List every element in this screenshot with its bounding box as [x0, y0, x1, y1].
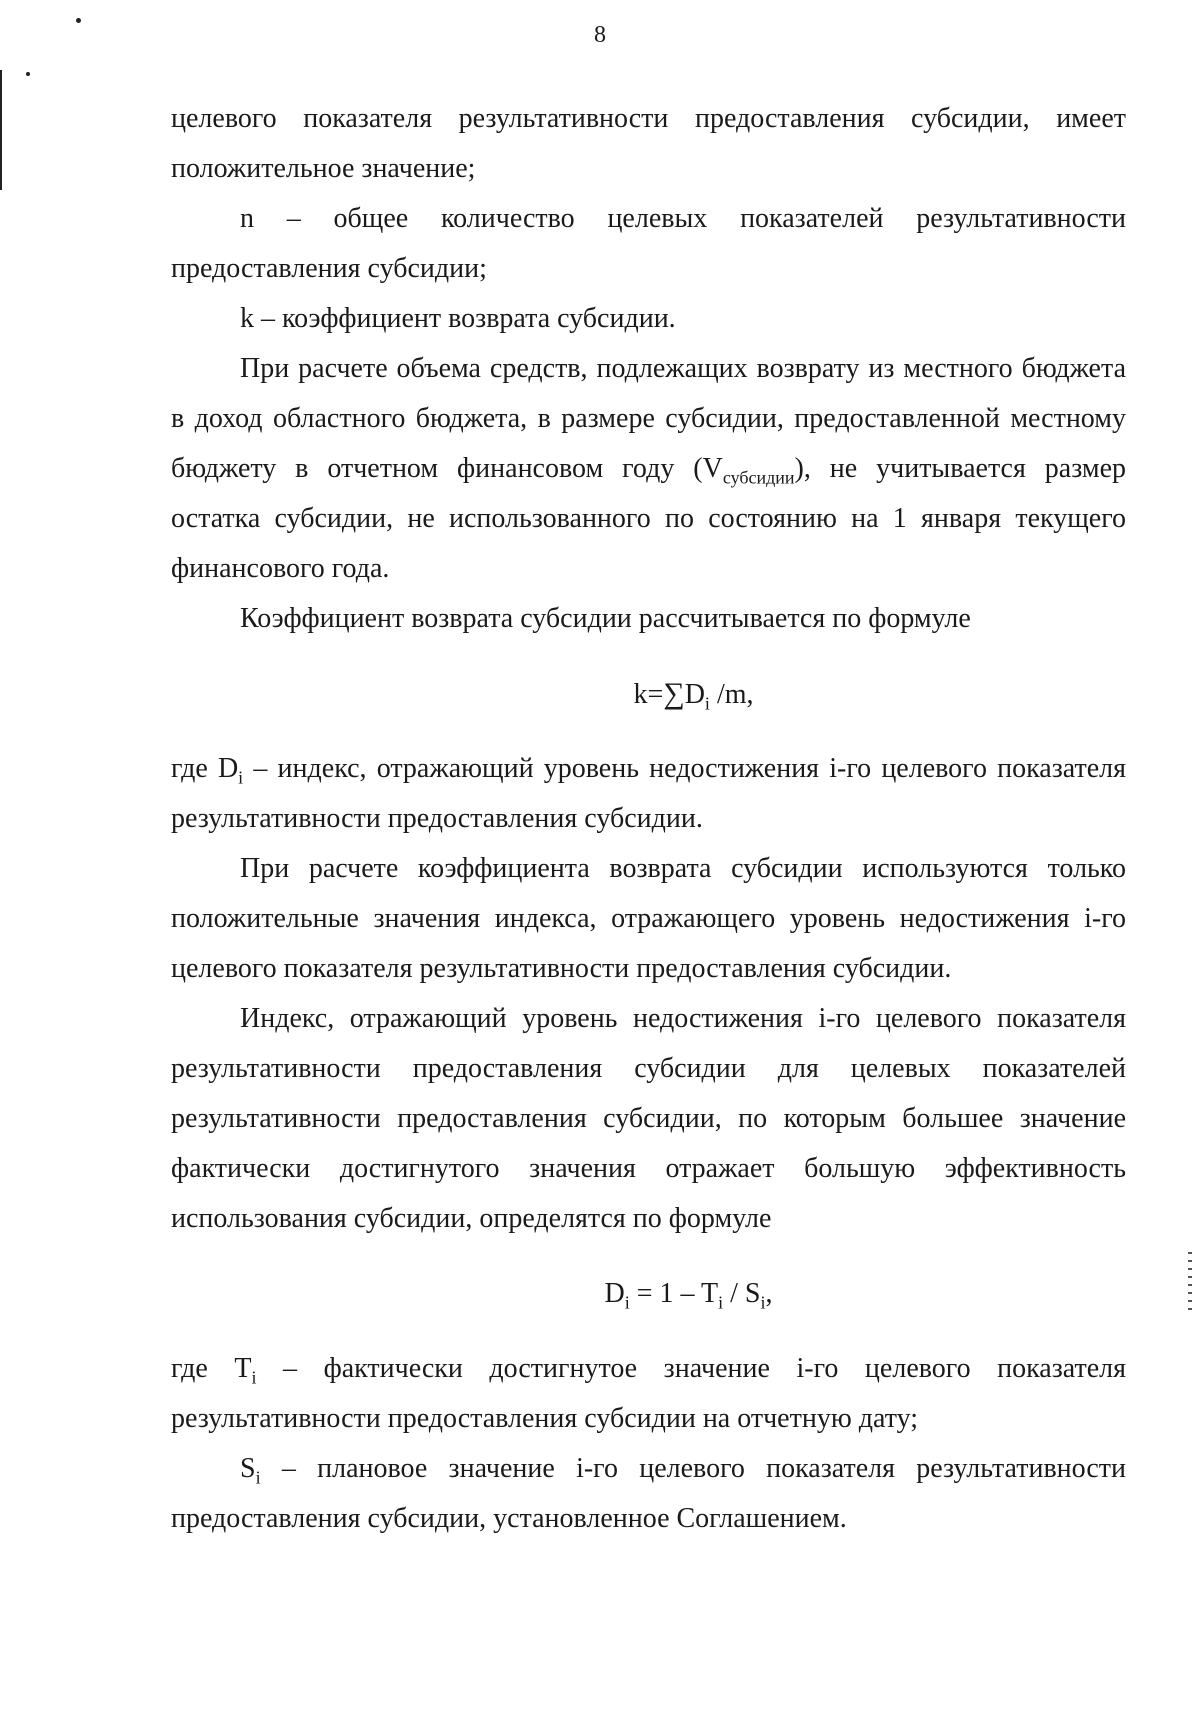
text-segment: – индекс, отражающий уровень недостижения i-го целевого показателя результативности предоставления субсидии.	[171, 753, 1126, 834]
text-segment: где D	[171, 753, 239, 784]
sigma-symbol: ∑	[663, 677, 685, 710]
scan-speck	[26, 72, 30, 76]
formula-text: = 1 – T	[629, 1278, 719, 1309]
document-body	[171, 94, 1126, 1544]
formula-text: D	[604, 1278, 625, 1309]
formula-text: D	[684, 679, 705, 710]
paragraph-continuation: целевого показателя результативности предоставления субсидии, имеет положительное значение;	[171, 103, 1126, 184]
subscript: субсидии	[722, 467, 795, 488]
paragraph-positive-values: При расчете коэффициента возврата субсидии используются только положительные значения индекса, отражающего уровень недостижения i-го целевого показателя результативности предоставления субсидии.	[171, 853, 1126, 984]
subscript: i	[704, 693, 710, 714]
page-number: 8	[594, 22, 606, 48]
formula-text: ,	[765, 1278, 773, 1309]
subscript: i	[718, 1292, 724, 1313]
paragraph-ti-definition	[171, 1344, 1126, 1444]
text-segment: ), не учитывается размер остатка субсидии, не использованного по состоянию на 1 января текущего финансового года.	[171, 453, 1126, 584]
paragraph-n-definition: n – общее количество целевых показателей результативности предоставления субсидии;	[171, 203, 1126, 284]
formula-text: k=	[633, 679, 664, 710]
scan-dots	[1188, 1252, 1192, 1312]
text-segment: – плановое значение i-го целевого показателя результативности предоставления субсидии, установленное Соглашением.	[171, 1453, 1126, 1534]
formula-text: /m,	[709, 679, 754, 710]
paragraph-index-formula-intro: Индекс, отражающий уровень недостижения i-го целевого показателя результативности предоставления субсидии для целевых показателей результативности предоставления субсидии, по которым большее значение фактически достигнутого значения отражает большую эффективность использования субсидии, определятся по формуле	[171, 1003, 1126, 1234]
formula-text: / S	[723, 1278, 761, 1309]
subscript: i	[624, 1292, 630, 1313]
subscript: i	[238, 767, 244, 788]
formula-di	[171, 1244, 1126, 1344]
paragraph-calculation-note	[171, 344, 1126, 594]
paragraph-si-definition	[171, 1444, 1126, 1544]
text-segment: где T	[171, 1353, 252, 1384]
paragraph-k-definition: k – коэффициент возврата субсидии.	[240, 303, 676, 334]
text-segment: S	[240, 1453, 256, 1484]
paragraph-formula-intro: Коэффициент возврата субсидии рассчитывается по формуле	[240, 603, 971, 634]
subscript: i	[760, 1292, 766, 1313]
subscript: i	[255, 1467, 261, 1488]
scan-edge-mark	[0, 70, 2, 190]
paragraph-di-definition	[171, 744, 1126, 844]
subscript: i	[251, 1367, 257, 1388]
text-segment: При расчете объема средств, подлежащих возврату из местного бюджета в доход областного бюджета, в размере субсидии, предоставленной местному бюджету в отчетном финансовом году (V	[171, 353, 1126, 484]
text-segment: – фактически достигнутое значение i-го целевого показателя результативности предоставления субсидии на отчетную дату;	[171, 1353, 1126, 1434]
formula-k	[171, 644, 1126, 744]
